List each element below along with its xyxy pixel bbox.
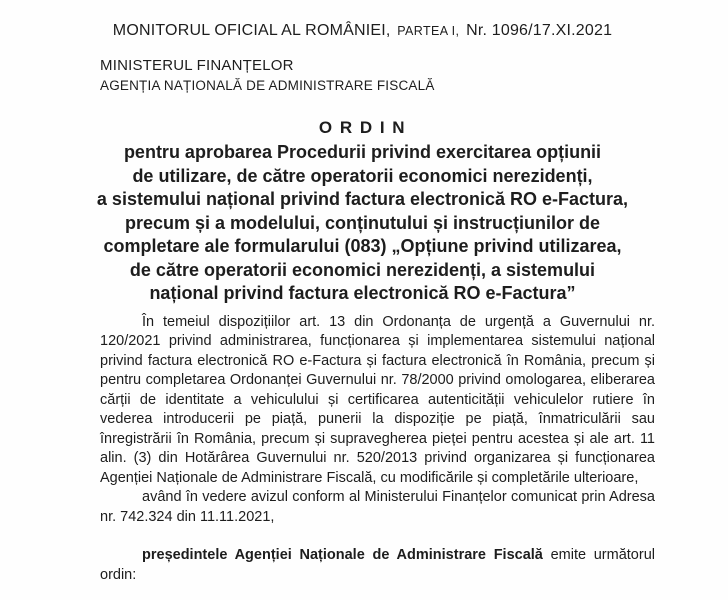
preamble-paragraph-issuing [100,546,655,585]
agency-name: AGENȚIA NAȚIONALĂ DE ADMINISTRARE FISCALĂ [100,78,435,93]
order-title-line: pentru aprobarea Procedurii privind exercitarea opțiunii [123,142,602,162]
gazette-part: PARTEA I, [397,24,460,38]
issuing-action: emite următorul ordin: [100,547,655,583]
order-title-line: de către operatorii economici nerezidenți, a sistemului [129,259,596,280]
order-title-line: de utilizare, de către operatorii economici nerezidenți, [132,165,593,186]
order-title-line: completare ale formularului (083) „Opțiune privind utilizarea, [103,236,622,256]
order-title [40,141,685,306]
order-heading: O R D I N [318,118,407,137]
gazette-title: MONITORUL OFICIAL AL ROMÂNIEI, [112,22,391,39]
order-title-line: național privind factura electronică RO e-Factura” [149,283,576,303]
preamble-paragraph-legal-basis: În temeiul dispozițiilor art. 13 din Ordonanța de urgență a Guvernului nr. 120/2021 privind administrarea, funcționarea și implementarea sistemului național privind factura electronică RO e-Factura și factura electronică în România, precum și pentru completarea Ordonanței Guvernului nr. 78/2000 privind omologarea, eliberarea cărții de identitate a vehiculului și certificarea autenticității vehiculelor rutiere în vederea introducerii pe piață, punerii la dispoziție pe piață, înmatriculării sau înregistrării în România, precum și supravegherea pieței pentru acestea și ale art. 11 alin. (3) din Hotărârea Guvernului nr. 520/2013 privind organizarea și funcționarea Agenției Naționale de Administrare Fiscală, cu modificările și completările ulterioare, [100,313,655,486]
issuing-authority: președintele Agenției Naționale de Administrare Fiscală [142,547,543,563]
preamble-paragraph-approval: având în vedere avizul conform al Ministerului Finanțelor comunicat prin Adresa nr. 742.324 din 11.11.2021, [100,489,655,525]
gazette-number: Nr. 1096/17.XI.2021 [466,22,613,39]
order-preamble [100,313,655,586]
issuer-block [100,55,655,95]
ministry-name: MINISTERUL FINANȚELOR [100,57,294,74]
order-title-line: a sistemului național privind factura electronică RO e-Factura, [96,189,629,209]
gazette-header [40,22,685,40]
order-title-line: precum și a modelului, conținutului și instrucțiunilor de [124,212,601,233]
